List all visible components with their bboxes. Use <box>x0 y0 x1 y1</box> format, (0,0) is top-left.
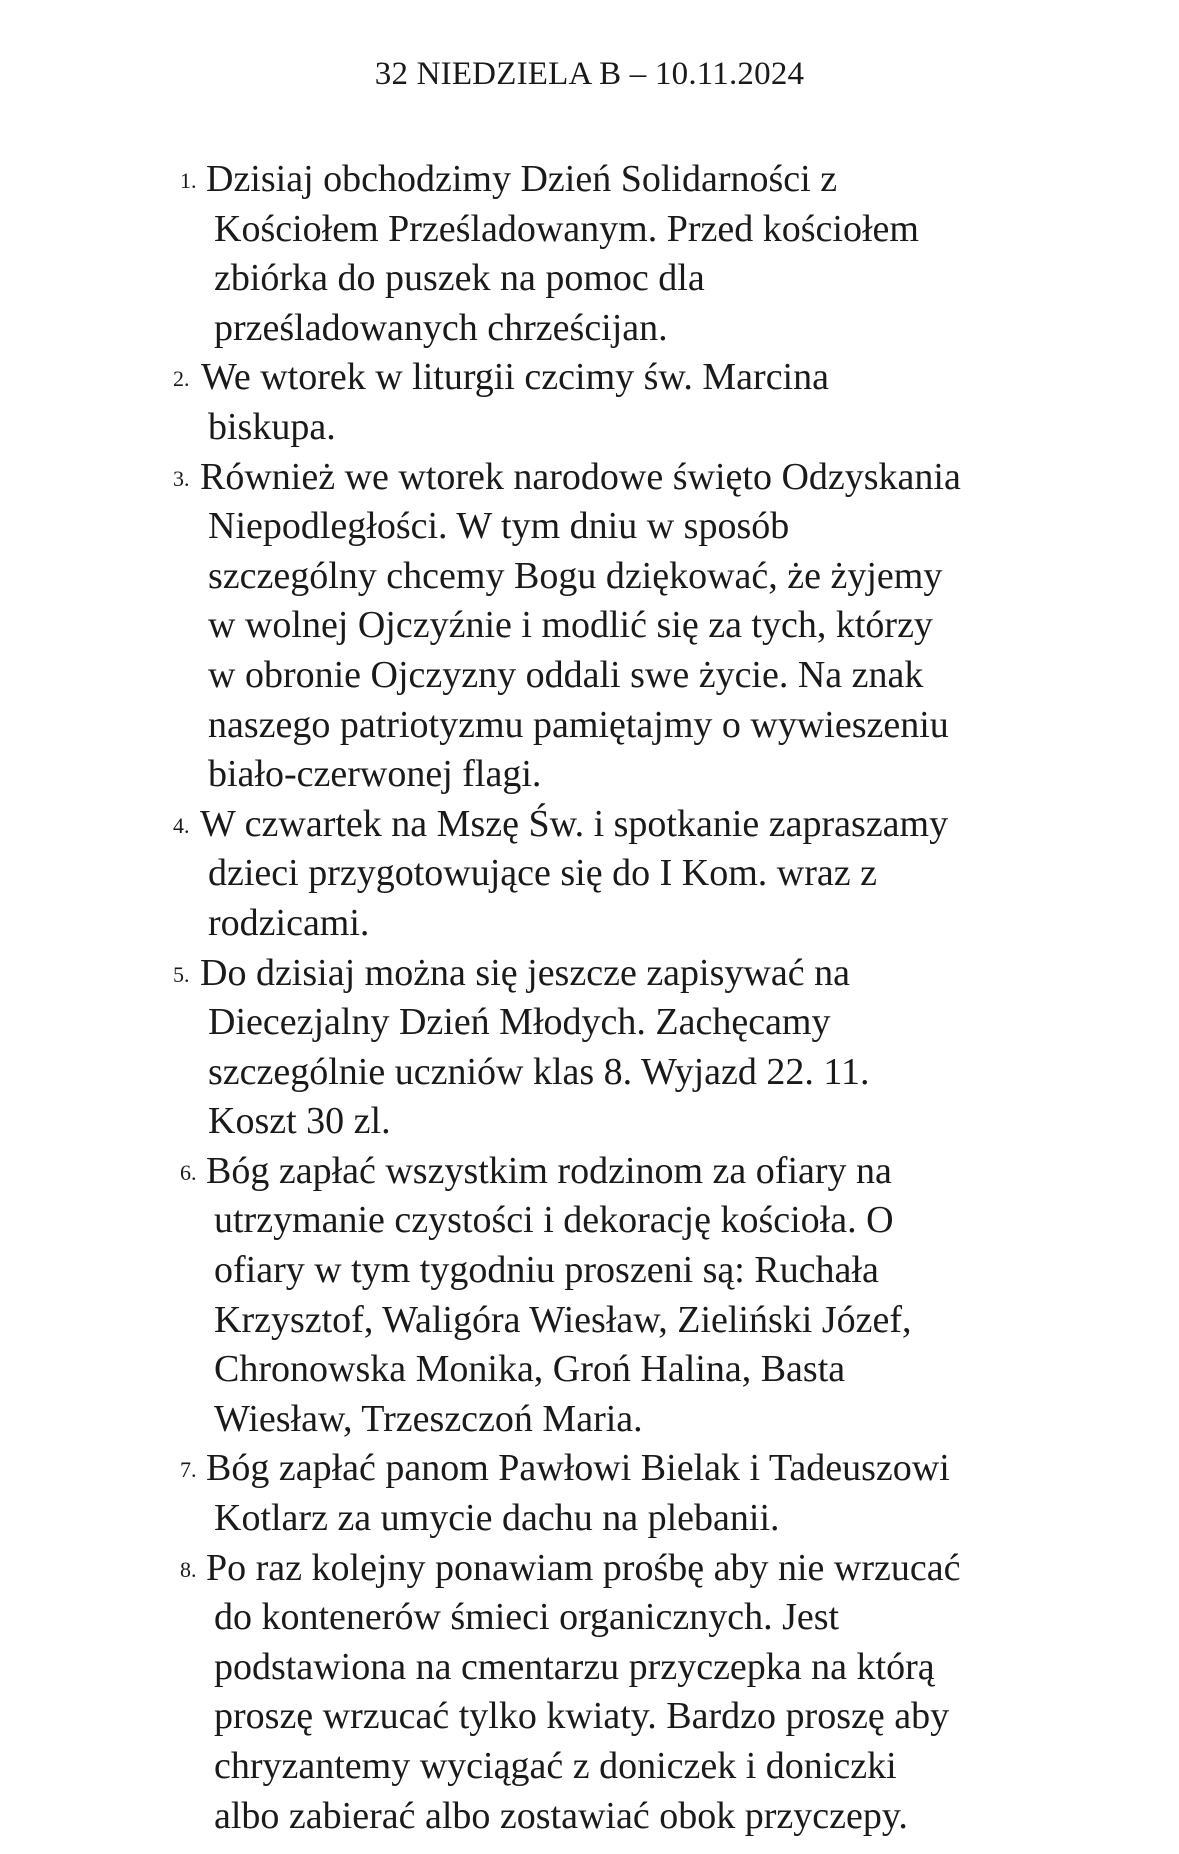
announcement-line: podstawiona na cmentarzu przyczepka na którą <box>214 1645 935 1688</box>
announcement-line: naszego patriotyzmu pamiętajmy o wywieszeniu <box>208 703 949 746</box>
announcement-item <box>0 1147 1179 1445</box>
announcement-number: 3. <box>173 465 190 491</box>
announcement-line: do kontenerów śmieci organicznych. Jest <box>214 1596 840 1639</box>
announcement-line: Koszt 30 zl. <box>208 1100 391 1143</box>
announcement-number: 1. <box>180 168 197 193</box>
announcement-line: We wtorek w liturgii czcimy św. Marcina <box>201 356 829 399</box>
announcement-item <box>0 800 1179 949</box>
announcement-number: 7. <box>180 1457 197 1483</box>
announcement-line: Do dzisiaj można się jeszcze zapisywać na <box>200 951 850 994</box>
announcement-line: W czwartek na Mszę Św. i spotkanie zapraszamy <box>200 802 949 845</box>
announcement-item <box>0 1444 1179 1543</box>
announcement-line: dzieci przygotowujące się do I Kom. wraz z <box>208 852 877 895</box>
announcement-number: 5. <box>173 961 190 987</box>
announcement-line: Krzysztof, Waligóra Wiesław, Zieliński Józef, <box>214 1298 912 1341</box>
page-title: 32 NIEDZIELA B – 10.11.2024 <box>374 56 805 92</box>
announcement-line: Bóg zapłać wszystkim rodzinom za ofiary na <box>206 1149 892 1192</box>
announcement-item <box>0 353 1179 452</box>
announcement-line: Wiesław, Trzeszczoń Maria. <box>214 1397 643 1440</box>
announcement-line: utrzymanie czystości i dekorację kościoła. O <box>214 1199 894 1242</box>
announcement-line: biskupa. <box>208 405 336 448</box>
announcement-line: prześladowanych chrześcijan. <box>214 306 668 349</box>
announcement-item <box>0 453 1179 800</box>
announcement-line: chryzantemy wyciągać z doniczek i doniczki <box>214 1745 897 1787</box>
announcement-number: 4. <box>173 812 190 838</box>
announcement-item <box>0 1544 1179 1842</box>
announcement-item <box>0 155 1179 353</box>
announcement-line: ofiary w tym tygodniu proszeni są: Ruchała <box>214 1249 879 1292</box>
announcement-line: rodzicami. <box>208 901 370 944</box>
announcement-line: w wolnej Ojczyźnie i modlić się za tych, którzy <box>208 604 933 647</box>
announcement-number: 2. <box>173 366 190 392</box>
announcement-line: Również we wtorek narodowe święto Odzyskania <box>200 455 961 498</box>
announcement-line: Bóg zapłać panom Pawłowi Bielak i Tadeuszowi <box>206 1447 950 1490</box>
announcement-number: 6. <box>180 1159 197 1185</box>
announcement-line: Kościołem Prześladowanym. Przed kościołem <box>214 207 919 250</box>
announcement-item <box>0 949 1179 1147</box>
announcement-line: Po raz kolejny ponawiam prośbę aby nie wrzucać <box>206 1546 961 1589</box>
announcement-line: albo zabierać albo zostawiać obok przyczepy. <box>214 1794 908 1837</box>
announcement-line: Chronowska Monika, Groń Halina, Basta <box>214 1348 846 1391</box>
announcement-line: zbiórka do puszek na pomoc dla <box>214 257 705 300</box>
announcement-list <box>0 155 1179 1841</box>
announcement-number: 8. <box>180 1556 197 1582</box>
announcement-line: proszę wrzucać tylko kwiaty. Bardzo proszę aby <box>214 1695 950 1738</box>
announcement-line: szczególnie uczniów klas 8. Wyjazd 22. 11. <box>208 1050 870 1093</box>
announcement-line: Diecezjalny Dzień Młodych. Zachęcamy <box>208 1001 831 1044</box>
announcement-line: Niepodległości. W tym dniu w sposób <box>208 505 790 548</box>
announcement-line: Dzisiaj obchodzimy Dzień Solidarności z <box>206 158 838 200</box>
announcement-line: biało-czerwonej flagi. <box>208 753 542 796</box>
announcement-line: w obronie Ojczyzny oddali swe życie. Na znak <box>208 653 924 696</box>
announcement-line: Kotlarz za umycie dachu na plebanii. <box>214 1497 780 1540</box>
announcement-line: szczególny chcemy Bogu dziękować, że żyjemy <box>208 554 943 597</box>
